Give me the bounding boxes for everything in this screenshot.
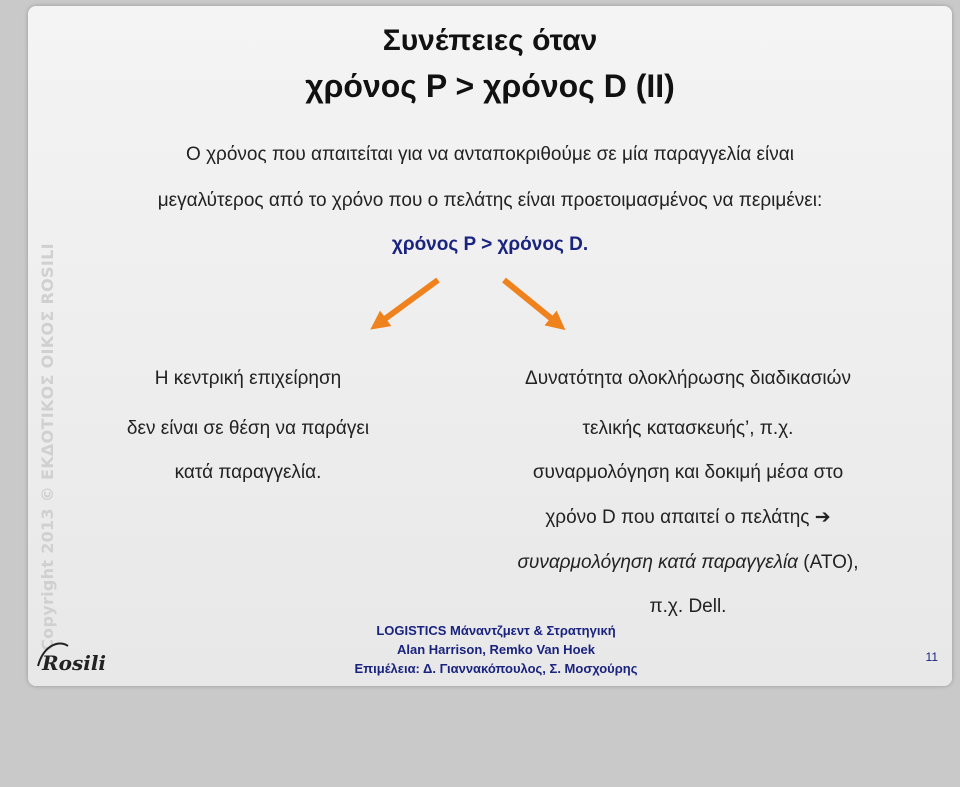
intro-line-1: Ο χρόνος που απαιτείται για να ανταποκριθούμε σε μία παραγγελία είναι [186, 144, 794, 165]
footer-line-3: Επιμέλεια: Δ. Γιαννακόπουλος, Σ. Μοσχούρης [354, 661, 638, 676]
intro-line-3: χρόνος P > χρόνος D. [391, 234, 589, 255]
left-line-3: κατά παραγγελία. [174, 462, 322, 483]
footer-line-1: LOGISTICS Μάναντζμεντ & Στρατηγική [376, 623, 616, 638]
page-number: 11 [925, 650, 938, 664]
right-line-4-text: χρόνο D που απαιτεί ο πελάτης [545, 507, 810, 528]
right-arrow [504, 280, 558, 324]
copyright-watermark: Copyright 2013 © ΕΚΔΟΤΙΚΟΣ ΟΙΚΟΣ ROSILI [38, 243, 57, 651]
rosili-logo-icon [34, 636, 108, 678]
title-line-2: χρόνος P > χρόνος D (II) [305, 68, 675, 104]
right-arrow-icon: ➔ [814, 506, 831, 528]
footer-line-2: Alan Harrison, Remko Van Hoek [397, 642, 595, 657]
right-line-4 [458, 506, 918, 529]
right-line-1: Δυνατότητα ολοκλήρωσης διαδικασιών [525, 368, 851, 389]
right-line-6: π.χ. Dell. [649, 596, 727, 617]
right-line-2: τελικής κατασκευής’, π.χ. [582, 418, 794, 439]
right-line-3: συναρμολόγηση και δοκιμή μέσα στο [532, 462, 844, 483]
right-line-5-italic: συναρμολόγηση κατά παραγγελία [517, 552, 799, 573]
left-line-2: δεν είναι σε θέση να παράγει [126, 418, 370, 439]
slide [28, 6, 952, 686]
intro-line-2: μεγαλύτερος από το χρόνο που ο πελάτης είναι προετοιμασμένος να περιμένει: [157, 190, 823, 211]
left-line-1: Η κεντρική επιχείρηση [154, 368, 342, 389]
arrows-graphic [28, 6, 952, 366]
rosili-logo-text: Rosili [42, 651, 107, 675]
right-line-5 [458, 552, 918, 574]
rosili-logo [34, 636, 108, 683]
left-arrow [378, 280, 438, 324]
right-line-5-rest: (ATO), [798, 552, 859, 573]
title-line-1: Συνέπειες όταν [382, 24, 598, 57]
